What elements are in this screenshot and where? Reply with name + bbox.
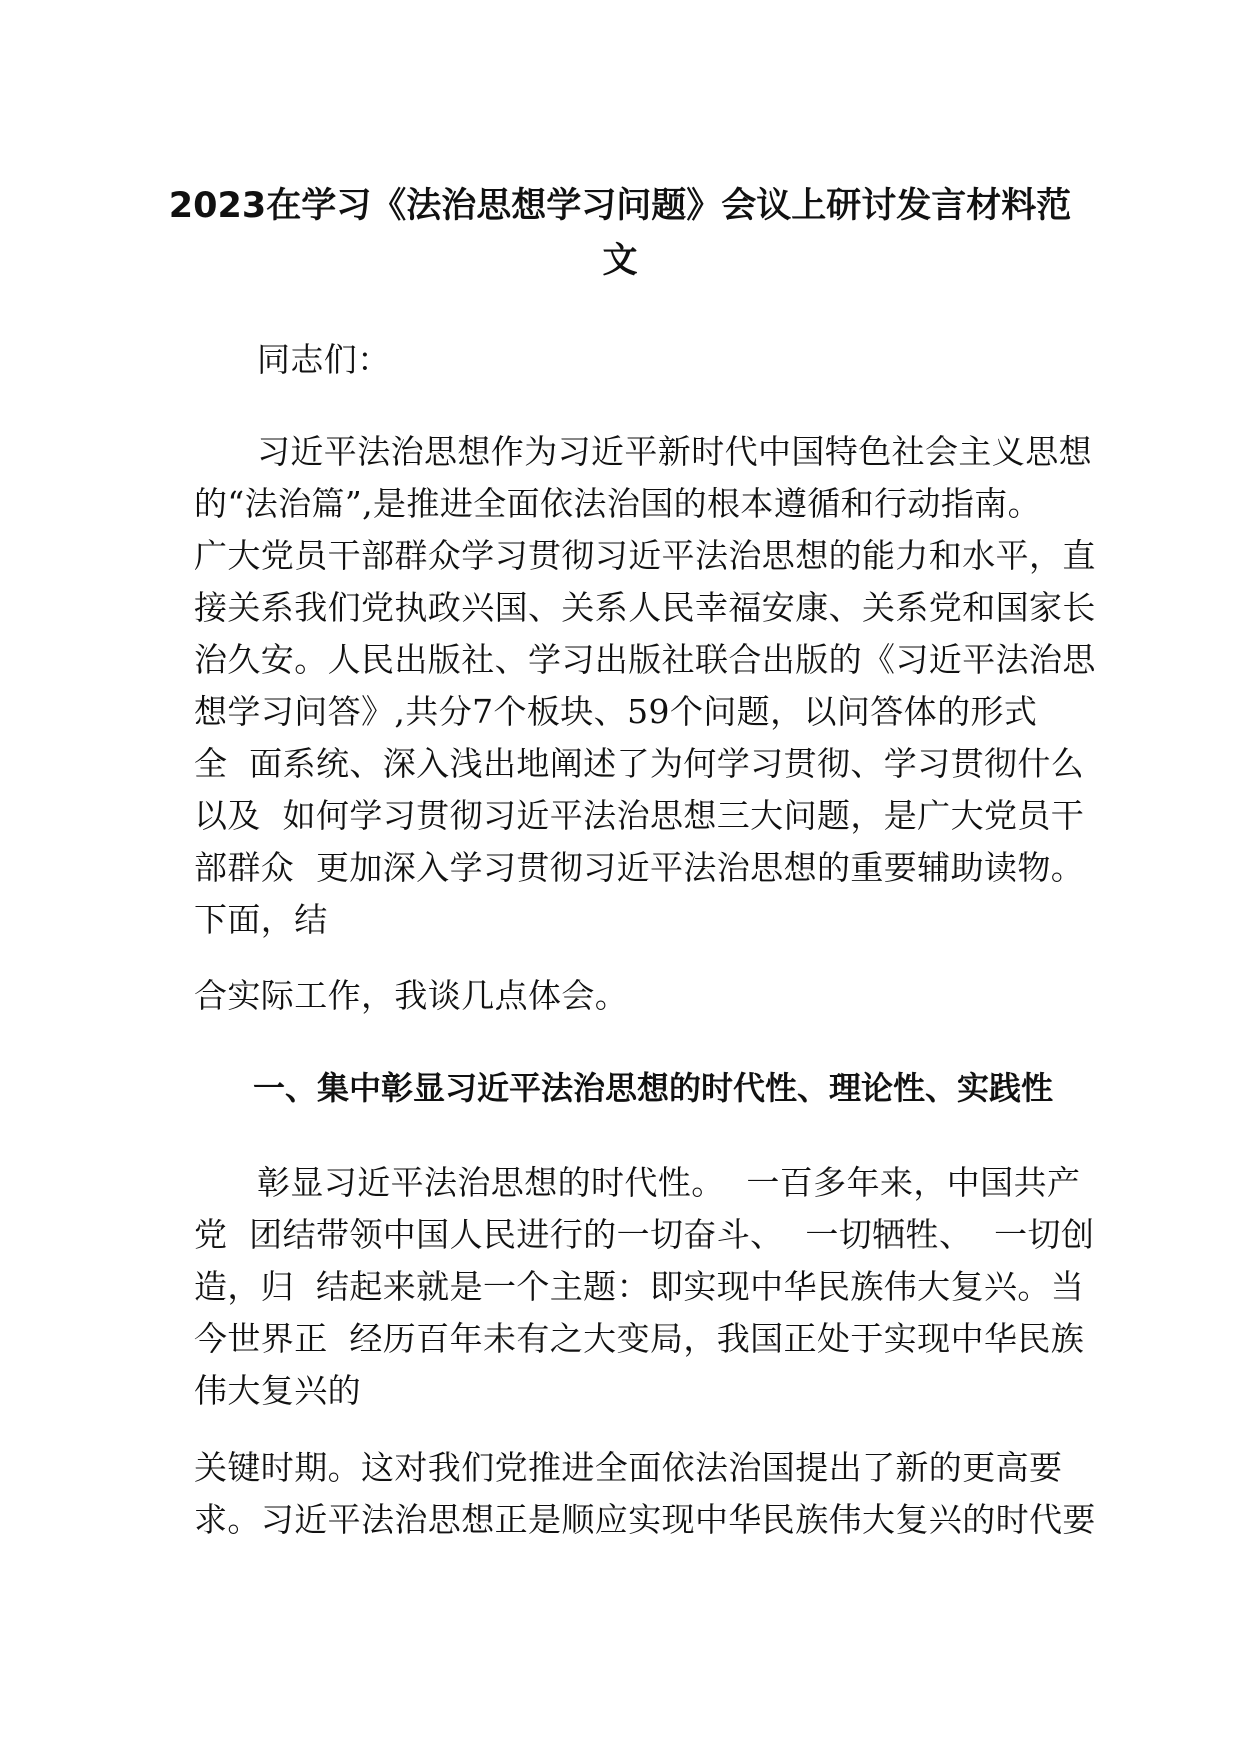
paragraph-1-tail: 合实际工作，我谈几点体会。 xyxy=(194,976,629,1015)
paragraph-1-line: 习近平法治思想作为习近平新时代中国特色社会主义思想 xyxy=(257,432,1092,471)
paragraph-2-line: 党 团结带领中国人民进行的一切奋斗、 一切牺牲、 一切创 xyxy=(194,1215,1095,1254)
paragraph-1-line: 部群众 更加深入学习贯彻习近平法治思想的重要辅助读物。 xyxy=(194,848,1085,887)
paragraph-1-line: 下面，结 xyxy=(194,900,328,939)
paragraph-2-line: 伟大复兴的 xyxy=(194,1371,361,1410)
paragraph-1-line: 全 面系统、深入浅出地阐述了为何学习贯彻、学习贯彻什么 xyxy=(194,744,1085,783)
paragraph-1-line: 想学习问答》,共分7个板块、59个问题，以问答体的形式 xyxy=(194,692,1038,731)
paragraph-1-line: 的“法治篇”,是推进全面依法治国的根本遵循和行动指南。 xyxy=(194,484,1042,523)
paragraph-1-line: 接关系我们党执政兴国、关系人民幸福安康、关系党和国家长 xyxy=(194,588,1096,627)
section-heading-1: 一、集中彰显习近平法治思想的时代性、理论性、实践性 xyxy=(253,1069,1054,1107)
paragraph-3-line: 关键时期。这对我们党推进全面依法治国提出了新的更高要 xyxy=(194,1448,1063,1487)
paragraph-1-line: 以及 如何学习贯彻习近平法治思想三大问题，是广大党员干 xyxy=(194,796,1085,835)
paragraph-2-line: 彰显习近平法治思想的时代性。 一百多年来，中国共产 xyxy=(257,1163,1081,1202)
paragraph-2-line: 造，归 结起来就是一个主题：即实现中华民族伟大复兴。当 xyxy=(194,1267,1085,1306)
document-title-line-1: 2023在学习《法治思想学习问题》会议上研讨发言材料范 xyxy=(168,186,1072,226)
paragraph-2-line: 今世界正 经历百年未有之大变局，我国正处于实现中华民族 xyxy=(194,1319,1085,1358)
salutation: 同志们： xyxy=(257,340,391,379)
paragraph-1-line: 治久安。人民出版社、学习出版社联合出版的《习近平法治思 xyxy=(194,640,1096,679)
paragraph-3-line: 求。习近平法治思想正是顺应实现中华民族伟大复兴的时代要 xyxy=(194,1500,1096,1539)
paragraph-1-line: 广大党员干部群众学习贯彻习近平法治思想的能力和水平，直 xyxy=(194,536,1096,575)
document-title-line-2: 文 xyxy=(602,241,638,281)
